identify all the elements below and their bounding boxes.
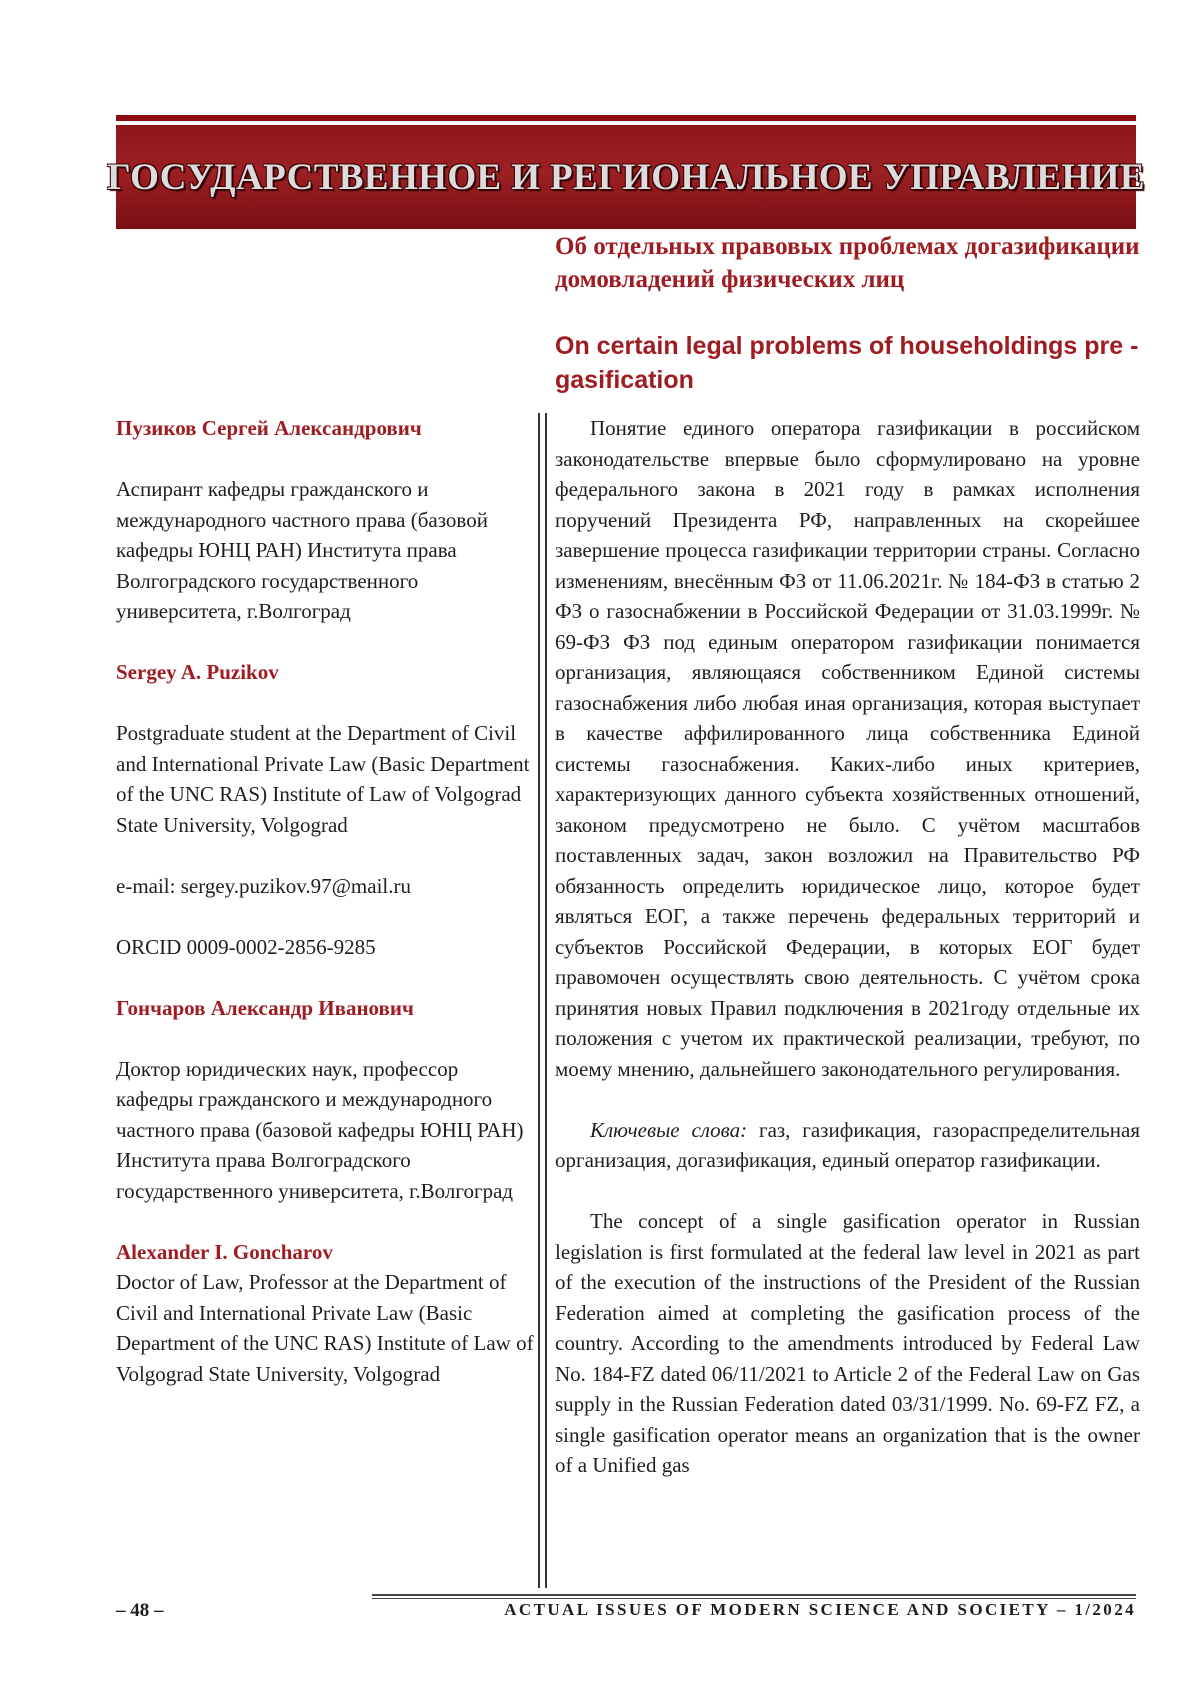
author-name-en: Alexander I. Goncharov bbox=[116, 1239, 333, 1264]
author-name-ru: Пузиков Сергей Александрович bbox=[116, 416, 422, 440]
abstract-column bbox=[555, 413, 1140, 1481]
author-affiliation-ru: Доктор юридических наук, профессор кафедры гражданского и международного частного права (базовой кафедры ЮНЦ РАН) Института права Волгоградского государственного университета, г.Волгоград bbox=[116, 1056, 524, 1203]
author-name-en: Sergey A. Puzikov bbox=[116, 660, 279, 684]
header-top-rule bbox=[116, 115, 1136, 121]
keywords-paragraph bbox=[555, 1115, 1140, 1176]
author-orcid: ORCID 0009-0002-2856-9285 bbox=[116, 934, 376, 959]
page-number: – 48 – bbox=[116, 1600, 164, 1621]
author-affiliation-en: Doctor of Law, Professor at the Department of Civil and International Private Law (Basic Department of the UNC RAS) Institute of Law of Volgograd State University, Volgograd bbox=[116, 1270, 534, 1386]
section-banner bbox=[107, 125, 1145, 229]
abstract-en: The concept of a single gasification operator in Russian legislation is first formulated at the federal law level in 2021 as part of the execution of the instructions of the President of the Russian Federation aimed at completing the gasification process of the country. According to the amendments introduced by Federal Law No. 184-FZ dated 06/11/2021 to Article 2 of the Federal Law on Gas supply in the Russian Federation dated 03/31/1999. No. 69-FZ FZ, a single gasification operator means an organization that is the owner of a Unified gas bbox=[555, 1209, 1140, 1477]
article-title-ru: Об отдельных правовых проблемах догазификации домовладений физических лиц bbox=[555, 233, 1140, 293]
author-affiliation-en: Postgraduate student at the Department of Civil and International Private Law (Basic Department of the UNC RAS) Institute of Law of Volgograd State University, Volgograd bbox=[116, 721, 530, 837]
article-title-en: On certain legal problems of householdings pre -gasification bbox=[555, 332, 1139, 394]
footer-rule bbox=[372, 1594, 1136, 1599]
author-affiliation-ru: Аспирант кафедры гражданского и международного частного права (базовой кафедры ЮНЦ РАН) Института права Волгоградского государственного университета, г.Волгоград bbox=[116, 477, 488, 623]
keywords-label: Ключевые слова: bbox=[590, 1117, 748, 1142]
author-name-ru: Гончаров Александр Иванович bbox=[116, 995, 414, 1020]
keywords-ru: газ, газификация, газораспределительная организация, догазификация, единый оператор газификации. bbox=[555, 1117, 1140, 1172]
author-email[interactable]: e-mail: sergey.puzikov.97@mail.ru bbox=[116, 873, 411, 898]
journal-name: ACTUAL ISSUES OF MODERN SCIENCE AND SOCIETY – 1/2024 bbox=[504, 1600, 1136, 1619]
author-info-column bbox=[116, 413, 536, 1389]
column-divider bbox=[538, 413, 547, 1588]
section-title: ГОСУДАРСТВЕННОЕ И РЕГИОНАЛЬНОЕ УПРАВЛЕНИЕ bbox=[107, 156, 1145, 198]
abstract-ru: Понятие единого оператора газификации в российском законодательстве впервые было сформулировано на уровне федерального закона в 2021 году в рамках исполнения поручений Президента РФ, направленных на скорейшее завершение процесса газификации территории страны. Согласно изменениям, внесённым ФЗ от 11.06.2021г. № 184-ФЗ в статью 2 ФЗ о газоснабжении в Российской Федерации от 31.03.1999г. № 69-ФЗ ФЗ под единым оператором газификации понимается организация, являющаяся собственником Единой системы газоснабжения либо любая иная организация, которая выступает в качестве аффилированного лица собственника Единой системы газоснабжения. Каких-либо иных критериев, характеризующих данного субъекта хозяйственных отношений, законом предусмотрено не было. С учётом масштабов поставленных задач, закон возложил на Правительство РФ обязанность определить юридическое лицо, которое будет являться ЕОГ, а также перечень федеральных территорий и субъектов Российской Федерации, в которых ЕОГ будет правомочен осуществлять свою деятельность. С учётом срока принятия новых Правил подключения в 2021году отдельные их положения с учетом их практической реализации, требуют, по моему мнению, дальнейшего законодательного регулирования. bbox=[555, 416, 1140, 1081]
article-title-block bbox=[555, 230, 1140, 397]
